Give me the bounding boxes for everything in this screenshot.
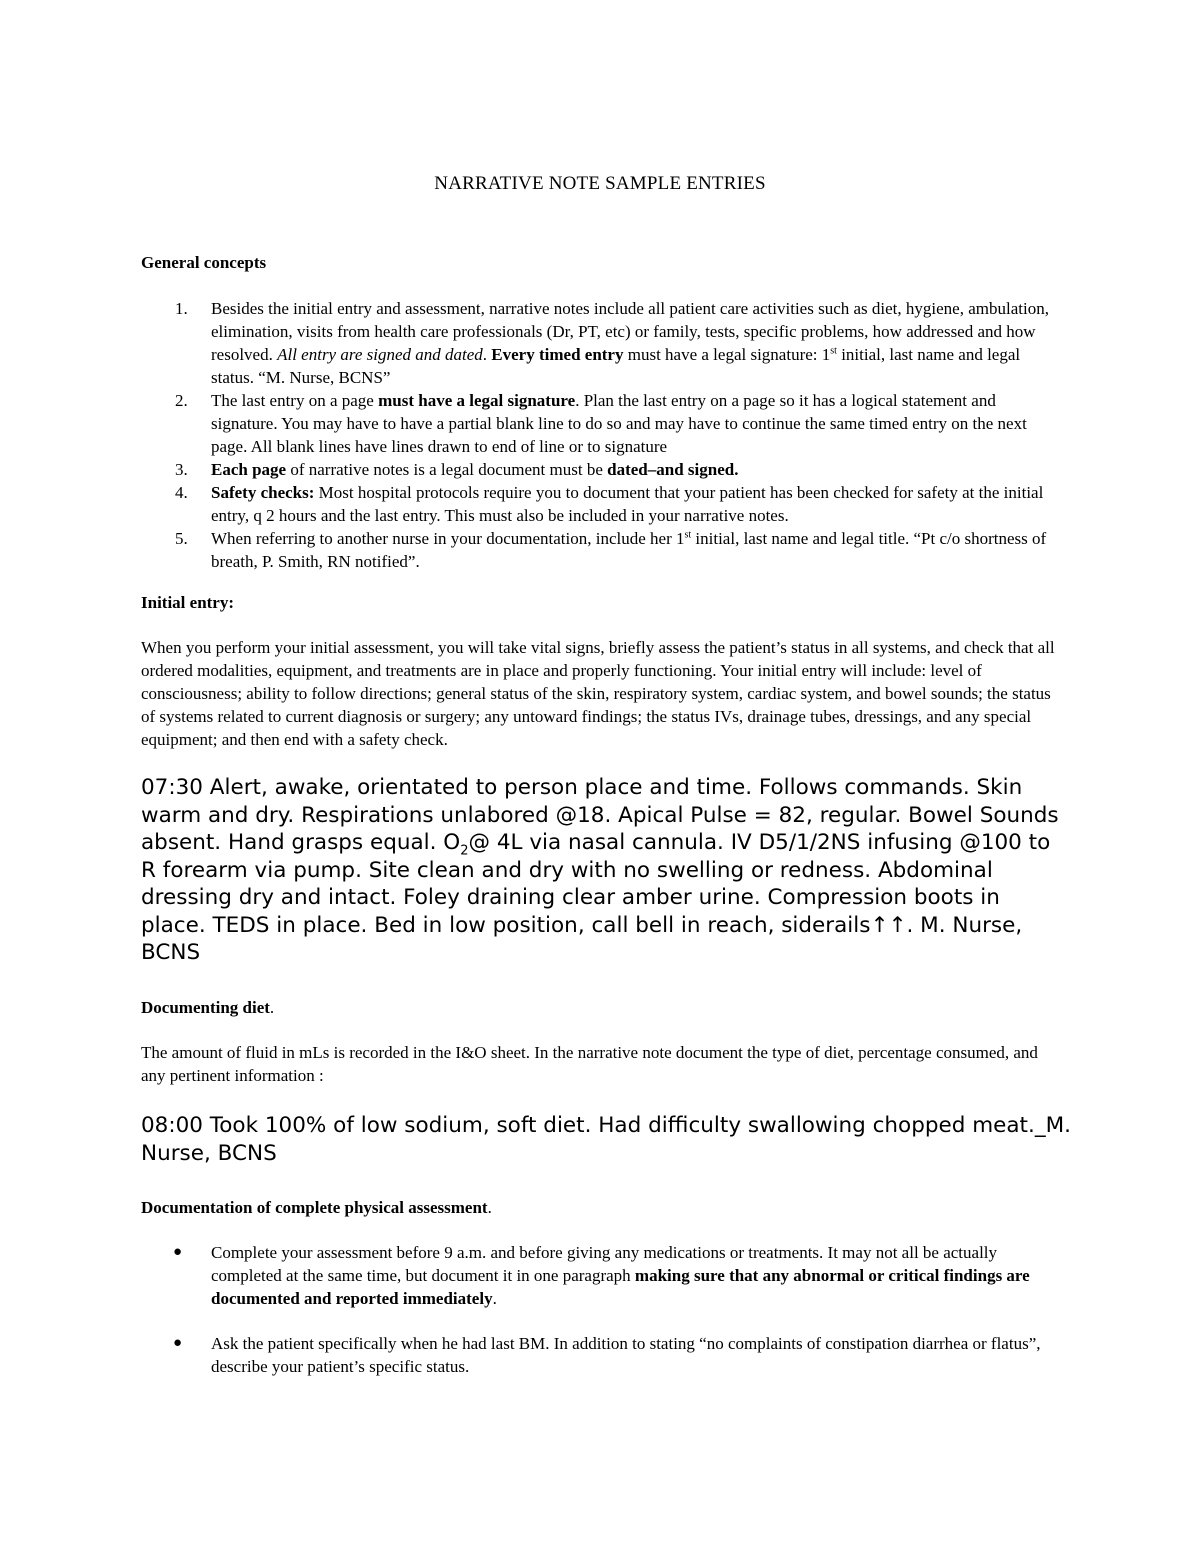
item-text: Besides the initial entry and assessment, narrative notes include all patient care activities such as diet, hygiene, ambulation, elimination, visits from health care professionals (Dr, PT, etc) or family, tests, specific problems, how addressed and how resolved. xyxy=(211,299,1049,364)
general-concepts-list xyxy=(141,297,1061,573)
diet-paragraph: The amount of fluid in mLs is recorded in the I&O sheet. In the narrative note document the type of diet, percentage consumed, and any pertinent information : xyxy=(141,1043,1038,1085)
list-number: 3. xyxy=(175,460,188,479)
list-item xyxy=(141,389,1061,458)
superscript: st xyxy=(684,529,692,541)
heading-text: Documentation of complete physical assessment xyxy=(141,1198,488,1217)
item-text: . Plan the last entry on a page so it has a logical statement and signature. You may have to have a partial blank line to do so and may have to continue the same timed entry on the next page. All blank lines have lines drawn to end of line or to signature xyxy=(211,391,1027,456)
item-text: initial, last name and legal status. “M. Nurse, BCNS” xyxy=(211,345,1021,387)
list-item xyxy=(141,481,1061,527)
bullet-icon: ● xyxy=(173,1335,183,1351)
entry-text: @ 4L via nasal cannula. IV D5/1/2NS infusing @100 to R forearm via pump. Site clean and dry with no swelling or redness. Abdominal dressing dry and intact. Foley draining clear amber urine. Compression boots in place. TEDS in place. Bed in low position, call bell in reach, siderails↑↑. M. Nurse, BCNS xyxy=(141,830,1051,965)
subscript: 2 xyxy=(460,843,469,859)
assessment-bullet-list xyxy=(141,1332,1061,1378)
sample-entry-diet: 08:00 Took 100% of low sodium, soft diet. Had difficulty swallowing chopped meat._M. Nurse, BCNS xyxy=(141,1113,1071,1166)
item-text-bold: Every timed entry xyxy=(491,345,624,364)
list-number: 2. xyxy=(175,391,188,410)
item-text: Complete your assessment before 9 a.m. and before giving any medications or treatments. It may not all be actually completed at the same time, but document it in one paragraph xyxy=(211,1243,998,1285)
heading-text: Documenting diet xyxy=(141,998,270,1017)
list-item xyxy=(141,1241,1061,1310)
entry-text: 07:30 Alert, awake, orientated to person place and time. Follows commands. Skin warm and dry. Respirations unlabored @18. Apical Pulse = 82, regular. Bowel Sounds absent. Hand grasps equal. O xyxy=(141,775,1059,855)
item-text-bold: making sure that any abnormal or critical findings are documented and reported immediately xyxy=(211,1266,1030,1308)
item-text-italic: All entry are signed and dated xyxy=(277,345,483,364)
item-text: . xyxy=(482,345,492,364)
item-text: Ask the patient specifically when he had last BM. In addition to stating “no complaints of constipation diarrhea or flatus”, describe your patient’s specific status. xyxy=(211,1334,1041,1376)
item-text: When referring to another nurse in your documentation, include her 1 xyxy=(211,529,685,548)
superscript: st xyxy=(830,345,837,357)
section-heading-initial-entry: Initial entry: xyxy=(141,593,235,612)
item-text-bold: must have a legal signature xyxy=(378,391,576,410)
list-number: 4. xyxy=(175,483,188,502)
assessment-bullet-list xyxy=(141,1241,1061,1310)
bullet-icon: ● xyxy=(173,1244,183,1260)
section-heading-physical-assessment xyxy=(141,1196,492,1219)
item-text: initial, last name and legal title. “Pt c/o shortness of breath, P. Smith, RN notified”. xyxy=(211,529,1047,571)
list-item xyxy=(141,297,1061,389)
item-text-bold: Safety checks: xyxy=(211,483,315,502)
page-title: NARRATIVE NOTE SAMPLE ENTRIES xyxy=(434,173,766,194)
section-heading-general-concepts: General concepts xyxy=(141,253,267,272)
heading-punctuation: . xyxy=(269,998,275,1017)
list-item xyxy=(141,458,1061,481)
section-heading-documenting-diet xyxy=(141,996,274,1019)
item-text: must have a legal signature: 1 xyxy=(623,345,831,364)
item-text-bold: Each page xyxy=(211,460,287,479)
heading-punctuation: . xyxy=(487,1198,492,1217)
item-text-bold: dated–and signed. xyxy=(607,460,739,479)
initial-entry-paragraph: When you perform your initial assessment, you will take vital signs, briefly assess the patient’s status in all systems, and check that all ordered modalities, equipment, and treatments are in place and properly functioning. Your initial entry will include: level of consciousness; ability to follow directions; general status of the skin, respiratory system, cardiac system, and bowel sounds; the status of systems related to current diagnosis or surgery; any untoward findings; the status IVs, drainage tubes, dressings, and any special equipment; and then end with a safety check. xyxy=(141,638,1055,749)
sample-entry-initial xyxy=(141,774,1071,967)
list-item xyxy=(141,1332,1061,1378)
item-text: . xyxy=(492,1289,497,1308)
list-number: 5. xyxy=(175,529,188,548)
list-number: 1. xyxy=(175,299,188,318)
item-text: Most hospital protocols require you to document that your patient has been checked for safety at the initial entry, q 2 hours and the last entry. This must also be included in your narrative notes. xyxy=(211,483,1044,525)
list-item xyxy=(141,527,1061,573)
item-text: The last entry on a page xyxy=(211,391,379,410)
item-text: of narrative notes is a legal document must be xyxy=(286,460,608,479)
